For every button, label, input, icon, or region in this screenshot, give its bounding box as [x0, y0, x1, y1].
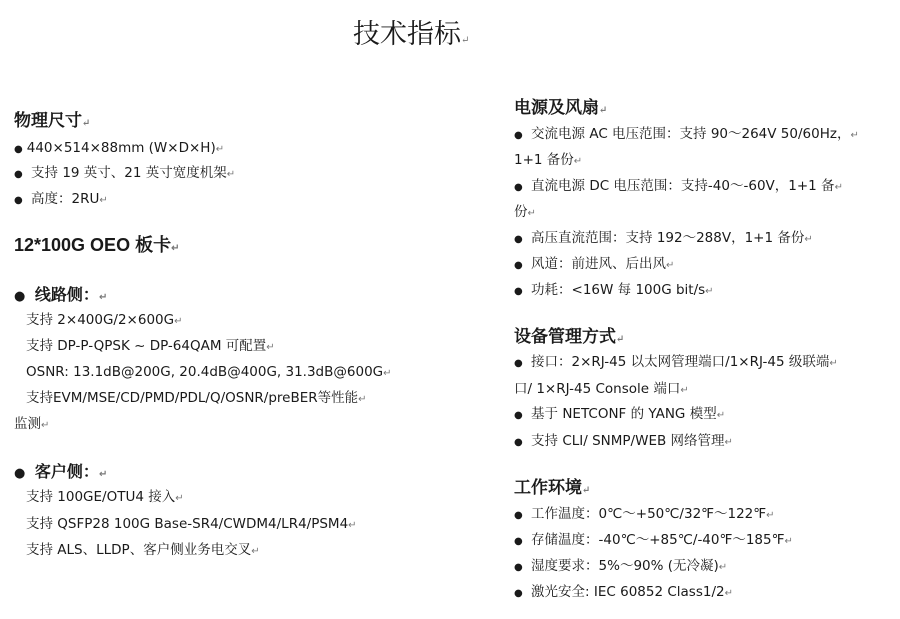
- line-side-line: 支持EVM/MSE/CD/PMD/PDL/Q/OSNR/preBER等性能↵: [26, 390, 367, 406]
- power-line: ● 功耗：<16W 每 100G bit/s↵: [514, 282, 714, 298]
- physical-item: ● 高度：2RU↵: [14, 191, 108, 207]
- power-line: 份↵: [514, 204, 536, 220]
- power-heading: 电源及风扇↵: [514, 98, 608, 118]
- env-line: ● 存储温度：-40℃～+85℃/-40℉～185℉↵: [514, 532, 793, 548]
- power-line: 1+1 备份↵: [514, 152, 583, 168]
- mgmt-line: 口/ 1×RJ-45 Console 端口↵: [514, 381, 689, 397]
- line-side-line: 支持 DP-P-QPSK ~ DP-64QAM 可配置↵: [26, 338, 275, 354]
- env-heading: 工作环境↵: [514, 478, 591, 498]
- mgmt-heading: 设备管理方式↵: [514, 327, 625, 347]
- power-line: ● 高压直流范围：支持 192～288V，1+1 备份↵: [514, 230, 813, 246]
- mgmt-line: ● 基于 NETCONF 的 YANG 模型↵: [514, 406, 726, 422]
- mgmt-line: ● 支持 CLI/ SNMP/WEB 网络管理↵: [514, 433, 733, 449]
- physical-item: ● 支持 19 英寸、21 英寸宽度机架↵: [14, 165, 236, 181]
- power-line: ● 直流电源 DC 电压范围：支持-40～-60V，1+1 备↵: [514, 178, 843, 194]
- line-side-line: 支持 2×400G/2×600G↵: [26, 312, 183, 328]
- env-line: ● 工作温度：0℃～+50℃/32℉～122℉↵: [514, 506, 775, 522]
- physical-item: ● 440×514×88mm (W×D×H)↵: [14, 140, 225, 156]
- client-side-line: 支持 QSFP28 100G Base-SR4/CWDM4/LR4/PSM4↵: [26, 516, 357, 532]
- client-side-heading: ● 客户侧：↵: [14, 462, 108, 481]
- paragraph-mark: ↵: [461, 35, 470, 46]
- physical-heading: 物理尺寸↵: [14, 111, 91, 131]
- power-line: ● 风道：前进风、后出风↵: [514, 256, 675, 272]
- env-line: ● 激光安全: IEC 60852 Class1/2↵: [514, 584, 733, 600]
- page-title: 技术指标↵: [353, 19, 470, 50]
- mgmt-line: ● 接口：2×RJ-45 以太网管理端口/1×RJ-45 级联端↵: [514, 354, 838, 370]
- card-heading: 12*100G OEO 板卡↵: [14, 235, 180, 255]
- client-side-line: 支持 100GE/OTU4 接入↵: [26, 489, 184, 505]
- client-side-line: 支持 ALS、LLDP、客户侧业务电交叉↵: [26, 542, 260, 558]
- env-line: ● 湿度要求：5%～90% (无冷凝)↵: [514, 558, 728, 574]
- power-line: ● 交流电源 AC 电压范围：支持 90～264V 50/60Hz，↵: [514, 126, 859, 142]
- line-side-heading: ● 线路侧：↵: [14, 285, 108, 304]
- line-side-line: 监测↵: [14, 416, 50, 432]
- line-side-line: OSNR: 13.1dB@200G, 20.4dB@400G, 31.3dB@600G↵: [26, 364, 392, 380]
